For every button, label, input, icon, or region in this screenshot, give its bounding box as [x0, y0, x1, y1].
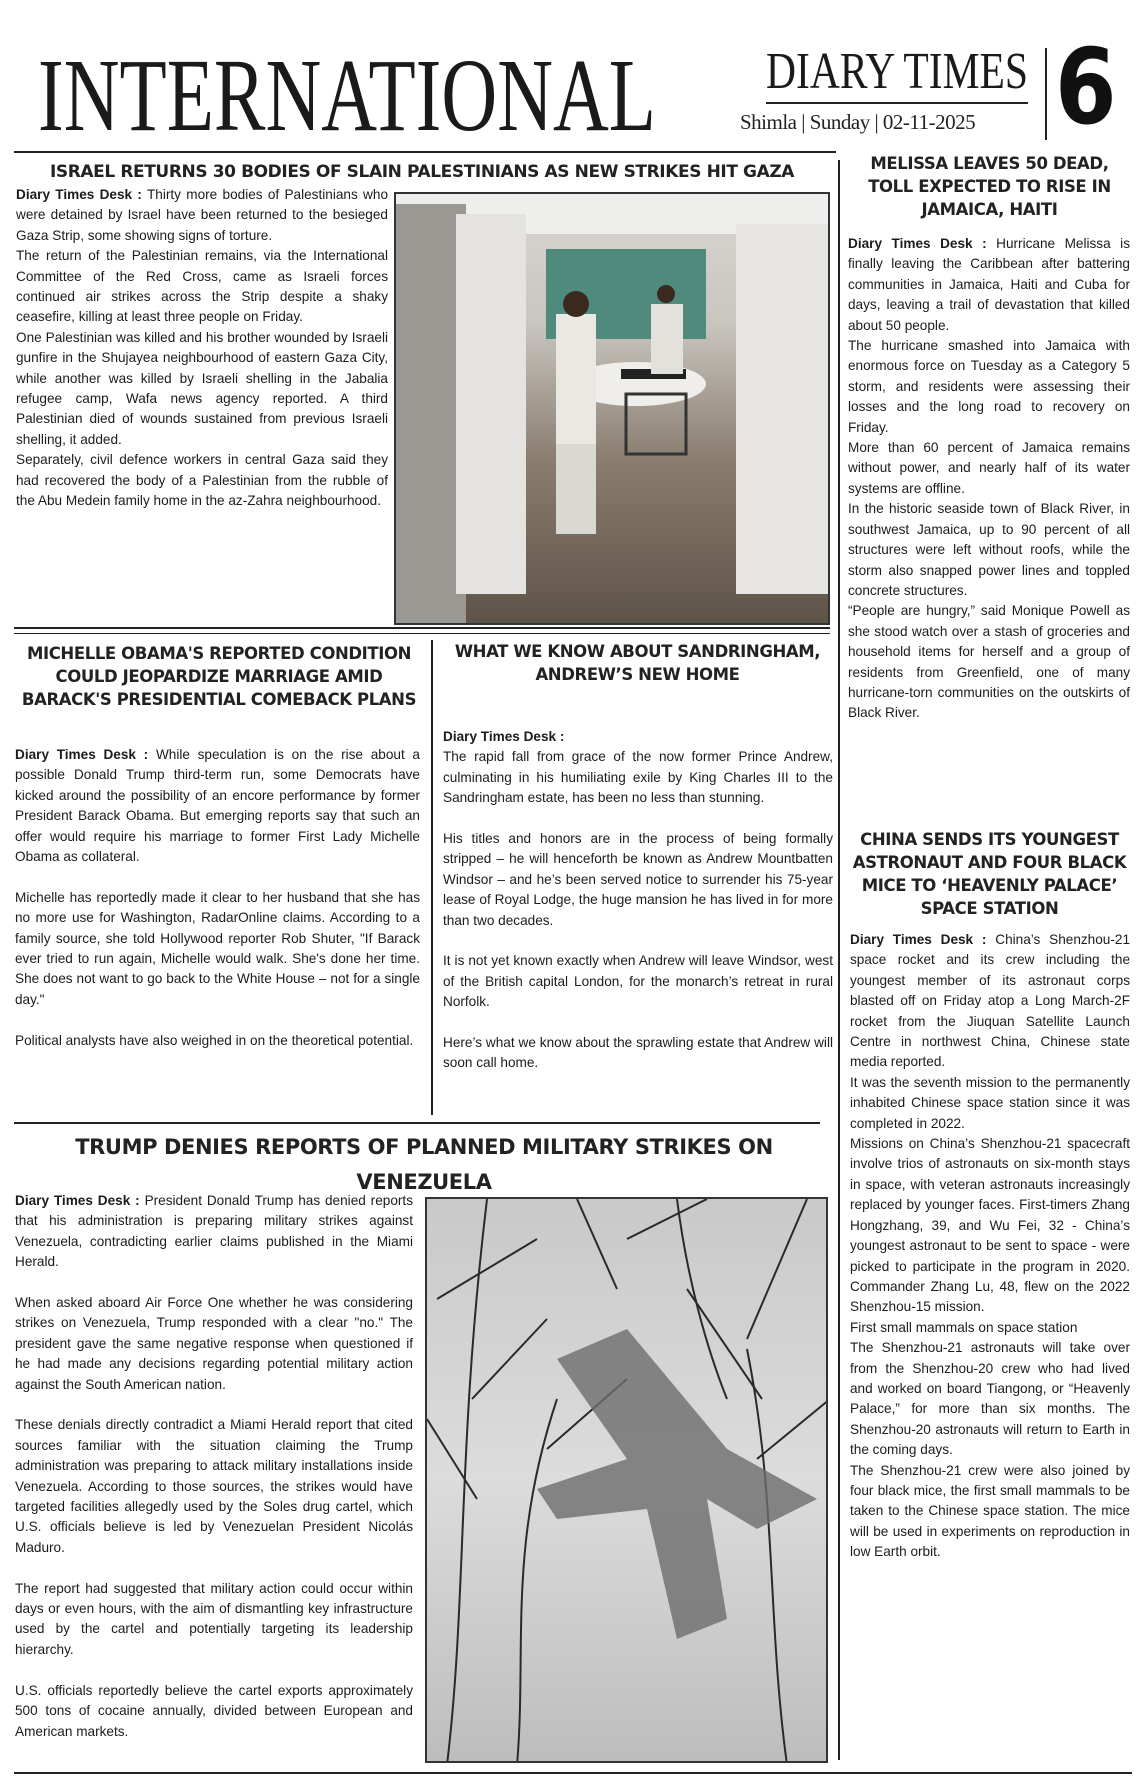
paragraph-text: The rapid fall from grace of the now former Prince Andrew, culminating in his humiliating exile by King Charles III to the Sandringham estate, has been no less than stunning. — [443, 749, 833, 806]
article-paragraph — [15, 1293, 413, 1395]
paragraph-text: One Palestinian was killed and his brother wounded by Israeli gunfire in the Shujayea neighbourhood of eastern Gaza City, while another was killed by Israeli shelling in the Jabalia refugee camp, Wafa news agency reported. A third Palestinian died of wounds sustained from previous Israeli shelling, it added. — [16, 329, 388, 447]
paragraph-text: It was the seventh mission to the permanently inhabited Chinese space station since it was completed in 2022. — [850, 1074, 1130, 1131]
paragraph-text: More than 60 percent of Jamaica remains without power, and nearly half of its water systems are offline. — [848, 440, 1130, 496]
paper-name-text: DIARY TIMES — [766, 44, 1028, 96]
byline: Diary Times Desk : — [16, 187, 142, 202]
masthead-divider — [766, 102, 1028, 104]
article-paragraph — [16, 246, 388, 328]
paragraph-text: The return of the Palestinian remains, via the International Committee of the Red Cross, came as Israeli forces continued air strikes across the Strip despite a shaky ceasefire, killing at least three people on Friday. — [16, 248, 388, 325]
article-paragraph — [16, 328, 388, 450]
article-paragraph — [850, 1338, 1130, 1460]
byline: Diary Times Desk : — [443, 729, 565, 744]
paragraph-text: Michelle has reportedly made it clear to her husband that she has no more use for Washington, RadarOnline claims. According to a family source, she told Hollywood reporter Rob Shuter, "If Barack ever tried to run again, Michelle would walk. She's done her time. She does not want to go back to the White House – not for a single day." — [15, 889, 420, 1007]
article-michelle — [15, 745, 420, 1051]
article-paragraph — [15, 888, 420, 1010]
page-number-divider — [1045, 48, 1047, 140]
photo-jet-shadow — [425, 1197, 828, 1763]
paragraph-text: Thirty more bodies of Palestinians who were detained by Israel have been returned to the besieged Gaza Strip, some showing signs of torture. — [16, 187, 388, 243]
headline-israel: ISRAEL RETURNS 30 BODIES OF SLAIN PALESTINIANS AS NEW STRIKES HIT GAZA — [49, 162, 795, 182]
column-divider — [838, 160, 840, 1760]
headline-melissa: MELISSA LEAVES 50 DEAD, TOLL EXPECTED TO RISE IN JAMAICA, HAITI — [868, 154, 1111, 219]
paragraph-text: Here’s what we know about the sprawling estate that Andrew will soon call home. — [443, 1035, 833, 1071]
article-melissa — [848, 234, 1130, 724]
page-number: 6 — [1055, 26, 1117, 148]
article-paragraph — [443, 951, 833, 1012]
article-paragraph — [850, 1318, 1130, 1338]
paragraph-text: U.S. officials reportedly believe the cartel exports approximately 500 tons of cocaine annually, divided between European and American markets. — [15, 1682, 413, 1739]
article-paragraph — [848, 601, 1130, 723]
article-paragraph — [850, 1073, 1130, 1134]
article-israel — [16, 185, 388, 512]
paragraph-text: In the historic seaside town of Black River, in southwest Jamaica, up to 90 percent of all structures were left without roofs, while the storm also snapped power lines and toppled concrete structures. — [848, 501, 1130, 598]
header-rule — [14, 151, 836, 153]
article-china — [850, 930, 1130, 1563]
article-paragraph — [850, 1461, 1130, 1563]
article-paragraph — [848, 438, 1130, 499]
paragraph-text: His titles and honors are in the process of being formally stripped – he will henceforth be known as Andrew Mountbatten Windsor – and he’s been served notice to surrender his 75-year lease of Royal Lodge, the huge mansion he has lived in for more than two decades. — [443, 831, 833, 928]
dateline: Shimla | Sunday | 02-11-2025 — [740, 110, 976, 134]
section-rule-thin — [14, 633, 830, 634]
paragraph-text: The Shenzhou-21 crew were also joined by four black mice, the first small mammals to be taken to the Chinese space station. The mice will be used in experiments on reproduction in low Earth orbit. — [850, 1462, 1130, 1560]
inner-column-divider — [431, 640, 433, 1115]
paragraph-text: President Donald Trump has denied reports that his administration is preparing military strikes against Venezuela, contradicting earlier claims published in the Miami Herald. — [15, 1193, 413, 1270]
article-sandringham — [443, 727, 833, 1074]
photo-gaza-morgue — [394, 192, 830, 625]
article-paragraph — [848, 499, 1130, 601]
section-rule-2 — [14, 1122, 820, 1124]
paragraph-text: First small mammals on space station — [850, 1319, 1078, 1335]
article-paragraph — [15, 1031, 420, 1051]
article-paragraph — [16, 185, 388, 246]
article-paragraph — [15, 1681, 413, 1742]
paragraph-text: The Shenzhou-21 astronauts will take over from the Shenzhou-20 crew who had lived and worked on board Tiangong, or “Heavenly Palace,” for more than six months. The Shenzhou-20 astronauts will return to Earth in the coming days. — [850, 1340, 1130, 1458]
headline-china: CHINA SENDS ITS YOUNGEST ASTRONAUT AND FOUR BLACK MICE TO ‘HEAVENLY PALACE’ SPACE STATION — [852, 830, 1127, 918]
paragraph-text: The report had suggested that military action could occur within days or even hours, with the aim of dismantling key infrastructure used by the cartel and potentially targeting its leadership hierarchy. — [15, 1580, 413, 1657]
byline: Diary Times Desk : — [15, 1193, 140, 1208]
byline: Diary Times Desk : — [848, 236, 987, 251]
paragraph-text: “People are hungry,” said Monique Powell as she stood watch over a stash of groceries and household items for herself and a group of residents from Greenfield, one of many hurricane-torn communities on the outskirts of Black River. — [848, 603, 1130, 721]
article-paragraph — [443, 1033, 833, 1074]
article-paragraph — [848, 336, 1130, 438]
article-trump — [15, 1191, 413, 1742]
article-paragraph — [16, 450, 388, 511]
footer-rule — [14, 1772, 1132, 1774]
photo-jet-illustration — [427, 1199, 828, 1763]
paragraph-text: When asked aboard Air Force One whether he was considering strikes on Venezuela, Trump responded with a clear "no." The president gave the same negative response when questioned if he had made any decisions regarding potential military action against the South American nation. — [15, 1295, 413, 1392]
paragraph-text: Missions on China’s Shenzhou-21 spacecraft involve trios of astronauts on six-month stays in space, with veteran astronauts increasingly replaced by younger faces. First-timers Zhang Hongzhang, 39, and Wu Fei, 32 - China’s youngest astronaut to be sent to space - were picked to participate in the program in 2020. Commander Zhang Lu, 48, flew on the 2022 Shenzhou-15 mission. — [850, 1136, 1130, 1315]
article-paragraph — [15, 1579, 413, 1661]
article-paragraph — [443, 829, 833, 931]
headline-sandringham: WHAT WE KNOW ABOUT SANDRINGHAM, ANDREW’S NEW HOME — [454, 642, 821, 684]
paragraph-text: Separately, civil defence workers in central Gaza said they had recovered the body of a Palestinian from the rubble of the Abu Medein family home in the az-Zahra neighbourhood. — [16, 452, 388, 509]
section-rule — [14, 627, 830, 629]
headline-trump: TRUMP DENIES REPORTS OF PLANNED MILITARY STRIKES ON VENEZUELA — [75, 1135, 773, 1194]
article-paragraph — [15, 745, 420, 867]
article-paragraph — [443, 747, 833, 808]
article-sandringham-body — [443, 747, 833, 1073]
article-paragraph — [850, 930, 1130, 1073]
paragraph-text: While speculation is on the rise about a possible Donald Trump third-term run, some Democrats have kicked around the possibility of an encore performance by former President Barack Obama. But emerging reports say that such an offer would require his marriage to former First Lady Michelle Obama as collateral. — [15, 747, 420, 865]
article-paragraph — [848, 234, 1130, 336]
photo-gaza-illustration — [396, 194, 830, 625]
paragraph-text: Political analysts have also weighed in on the theoretical potential. — [15, 1032, 414, 1048]
article-paragraph — [850, 1134, 1130, 1318]
article-paragraph — [15, 1191, 413, 1273]
paragraph-text: The hurricane smashed into Jamaica with enormous force on Tuesday as a Category 5 storm, and residents were assessing their losses and the long road to recovery on Friday. — [848, 338, 1130, 435]
paragraph-text: Hurricane Melissa is finally leaving the Caribbean after battering communities in Jamaica, Haiti and Cuba for days, leaving a trail of devastation that killed about 50 people. — [848, 236, 1130, 333]
section-title — [38, 50, 663, 140]
byline: Diary Times Desk : — [850, 932, 987, 947]
section-title-text: INTERNATIONAL — [38, 50, 656, 140]
article-paragraph — [15, 1415, 413, 1558]
paragraph-text: These denials directly contradict a Miami Herald report that cited sources familiar with the situation claiming the Trump administration was preparing to attack military installations inside Venezuela. According to those sources, the strikes would have targeted facilities allegedly used by the Soles drug cartel, which U.S. officials believe is led by Venezuelan President Nicolás Maduro. — [15, 1417, 413, 1555]
paragraph-text: It is not yet known exactly when Andrew will leave Windsor, west of the British capital London, for the monarch’s retreat in rural Norfolk. — [443, 953, 833, 1010]
byline: Diary Times Desk : — [15, 747, 149, 762]
headline-michelle: MICHELLE OBAMA'S REPORTED CONDITION COULD JEOPARDIZE MARRIAGE AMID BARACK'S PRESIDENTIAL COMEBACK PLANS — [21, 644, 417, 709]
paragraph-text: China’s Shenzhou-21 space rocket and its crew including the youngest member of its astronaut corps blasted off on Friday atop a Long March-2F rocket from the Jiuquan Satellite Launch Centre in northwest China, Chinese state media reported. — [850, 932, 1131, 1070]
paper-name — [764, 44, 1034, 96]
